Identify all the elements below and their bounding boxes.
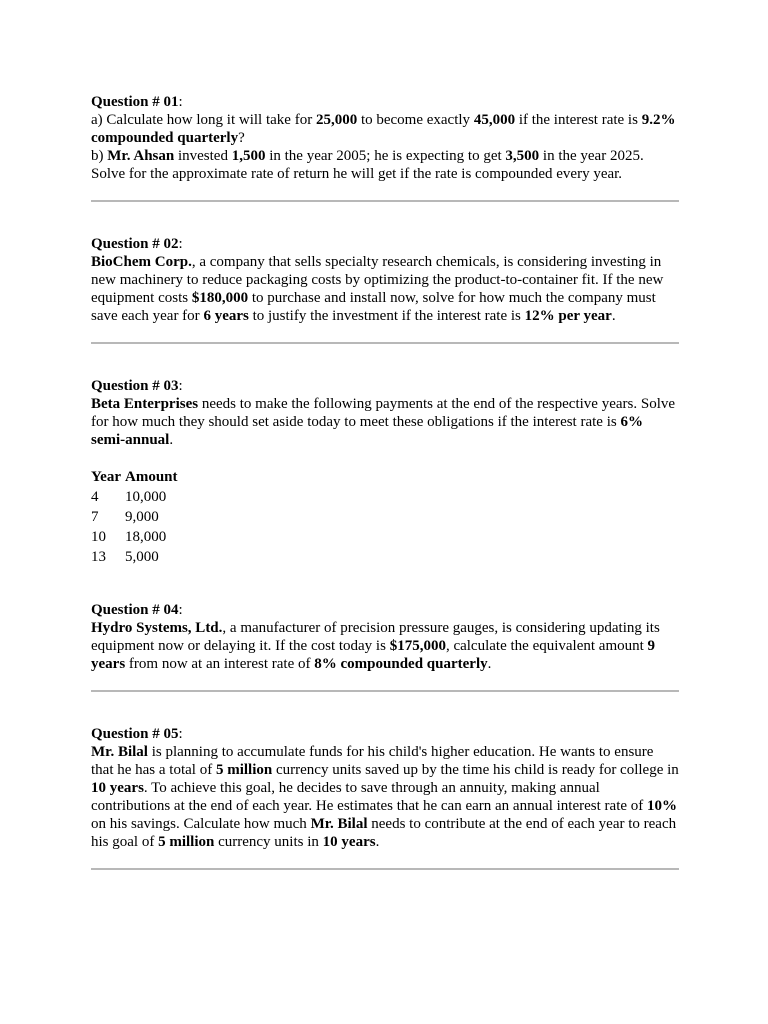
payments-table [89,469,180,569]
divider [91,690,679,692]
text-run-bold: 3,500 [505,148,540,164]
amount-cell: 5,000 [125,549,159,565]
text-run: , a manufacturer of precision pressure gauges, is considering updating its equipment now or delaying it. If the cost today is [91,620,660,654]
text-run-bold: Mr. Bilal [91,744,148,760]
text-run: currency units saved up by the time his child is ready for college in [272,762,679,778]
question-04-heading: Question # 04: [91,602,183,618]
text-run-bold: 6% semi-annual [91,414,643,448]
table-row [89,529,180,549]
question-01-heading: Question # 01: [91,94,183,110]
table-row [89,489,180,509]
text-run: is planning to accumulate funds for his child's higher education. He wants to ensure that he has a total of [91,744,654,778]
text-run-bold: $180,000 [191,290,249,306]
question-02-heading: Question # 02: [91,236,183,252]
text-run-bold: 6 years [203,308,249,324]
text-run-bold: 45,000 [473,112,516,128]
question-05 [91,725,679,870]
year-cell: 13 [91,549,106,565]
text-run-bold: 10 years [91,780,144,796]
text-run-bold: $175,000 [389,638,446,654]
text-run: invested [174,148,232,164]
text-run: ? [238,130,245,146]
text-run-bold: 9 years [91,638,656,672]
text-run-bold: 5 million [158,834,215,850]
divider [91,200,679,202]
text-run-bold: Mr. Ahsan [107,148,175,164]
text-run: to purchase and install now, solve for how much the company must save each year for [91,290,656,324]
question-heading-label: Question # 05 [91,726,179,742]
text-run-bold: Mr. Bilal [310,816,368,832]
text-run: in the year 2005; he is expecting to get [265,148,506,164]
column-header-amount: Amount [125,469,178,485]
amount-cell: 18,000 [125,529,167,545]
text-run: if the interest rate is [515,112,642,128]
text-run: needs to contribute at the end of each year to reach his goal of [91,816,677,850]
text-run-bold: 10 years [322,834,376,850]
question-02-body [91,253,679,325]
question-03-heading: Question # 03: [91,378,183,394]
text-run: in the year 2025. Solve for the approximate rate of return he will get if the rate is compounded every year. [91,148,644,182]
question-03 [91,377,679,569]
question-01-part-a [91,111,679,147]
question-01 [91,93,679,202]
year-cell: 7 [91,509,99,525]
text-run: currency units in [214,834,323,850]
year-cell: 10 [91,529,106,545]
text-run: needs to make the following payments at the end of the respective years. Solve for how much they should set aside today to meet these obligations if the interest rate is [91,396,676,430]
question-01-part-b [91,147,679,183]
text-run-bold: 25,000 [315,112,358,128]
text-run: . [375,834,380,850]
year-cell: 4 [91,489,99,505]
text-run-bold: 12% per year [524,308,612,324]
text-run: . [487,656,492,672]
text-run: b) [91,148,108,164]
question-05-body [91,743,679,851]
amount-cell: 9,000 [125,509,159,525]
text-run: a) Calculate how long it will take for [91,112,316,128]
question-03-body [91,395,679,449]
text-run: to justify the investment if the interest rate is [248,308,525,324]
question-05-heading: Question # 05: [91,726,183,742]
divider [91,868,679,870]
text-run-bold: 8% compounded quarterly [314,656,488,672]
table-row [89,549,180,569]
text-run-bold: 5 million [215,762,273,778]
question-heading-label: Question # 01 [91,94,179,110]
text-run: on his savings. Calculate how much [91,816,311,832]
question-heading-label: Question # 02 [91,236,179,252]
table-header-row [89,469,180,489]
question-02 [91,235,679,344]
text-run-bold: BioChem Corp. [91,254,192,270]
text-run: from now at an interest rate of [125,656,315,672]
text-run-bold: 10% [647,798,678,814]
text-run: to become exactly [357,112,474,128]
divider [91,342,679,344]
text-run-bold: 1,500 [231,148,266,164]
text-run-bold: 9.2% compounded quarterly [91,112,676,146]
text-run: , calculate the equivalent amount [445,638,648,654]
text-run: , a company that sells specialty research chemicals, is considering investing in new machinery to reduce packaging costs by optimizing the product-to-container fit. If the new equipment costs [91,254,664,306]
question-04-body [91,619,679,673]
question-04 [91,601,679,692]
document-page [91,93,679,870]
question-heading-label: Question # 03 [91,378,179,394]
text-run: . [611,308,616,324]
text-run-bold: Beta Enterprises [91,396,199,412]
question-heading-label: Question # 04 [91,602,179,618]
column-header-year: Year [91,469,121,485]
text-run: . [169,432,174,448]
amount-cell: 10,000 [125,489,167,505]
text-run-bold: Hydro Systems, Ltd. [91,620,223,636]
text-run: . To achieve this goal, he decides to save through an annuity, making annual contributions at the end of each year. He estimates that he can earn an annual interest rate of [91,780,648,814]
table-row [89,509,180,529]
